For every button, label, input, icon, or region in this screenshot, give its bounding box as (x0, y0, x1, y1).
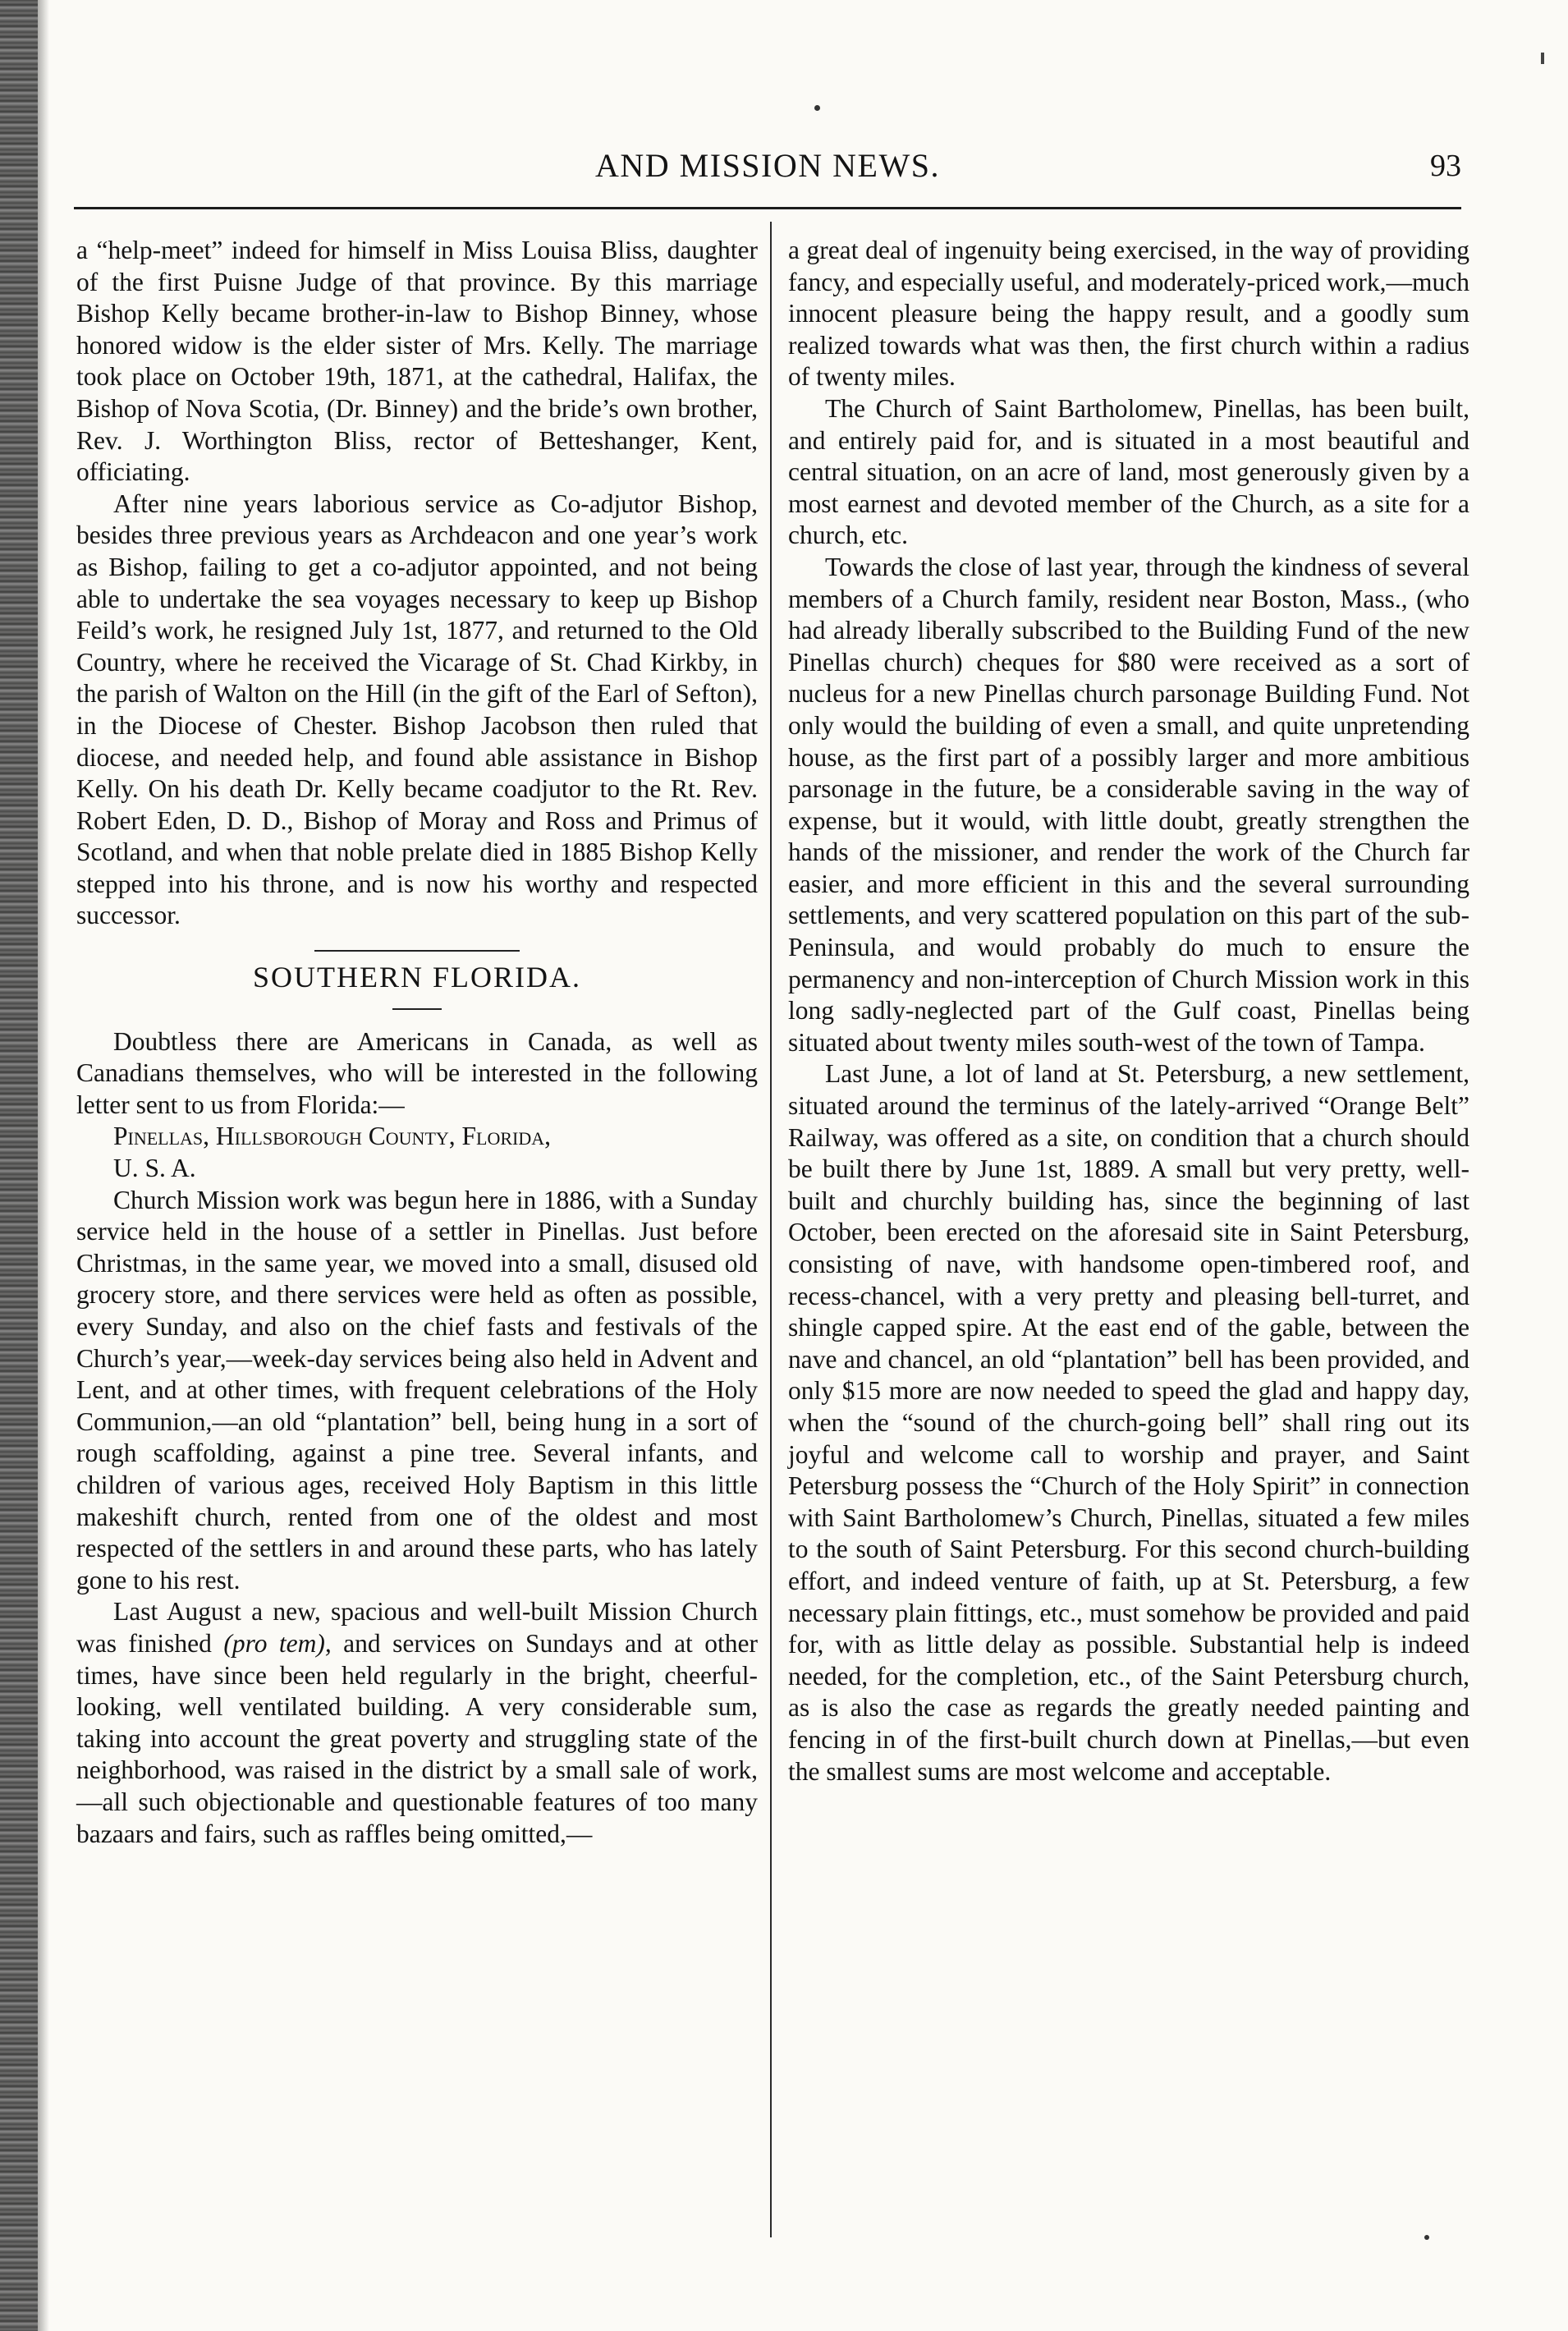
section-title: SOUTHERN FLORIDA. (252, 961, 581, 994)
right-column (788, 235, 1469, 1787)
header-rule (74, 207, 1461, 209)
paragraph-text: and services on Sundays and at other times, have since been held regularly in the bright, cheerful-looking, well ventilated building. A very considerable sum, taking into account the great poverty and struggling state of the neighborhood, was raised in the district by a small sale of work,—all such objectionable and questionable features of too many bazaars and fairs, such as raffles being omitted,— (76, 1628, 758, 1848)
paragraph: Last June, a lot of land at St. Petersburg, a new settlement, situated around the terminus of the lately-arrived “Orange Belt” Railway, was offered as a site, on condition that a church should be built there by June 1st, 1889. A small but very pretty, well-built and churchly building has, since the beginning of last October, been erected on the aforesaid site in Saint Petersburg, consisting of nave, with handsome open-timbered roof, and recess-chancel, with a very pretty and pleasing bell-turret, and shingle capped spire. At the east end of the gable, between the nave and chancel, an old “plantation” bell has been provided, and only $15 more are now needed to speed the glad and happy day, when the “sound of the church-going bell” shall ring out its joyful and welcome call to worship and prayer, and Saint Petersburg possess the “Church of the Holy Spirit” in connection with Saint Bartholomew’s Church, Pinellas, situated a few miles to the south of Saint Petersburg. For this second church-building effort, and indeed venture of faith, up at St. Petersburg, a few necessary plain fittings, etc., must somehow be provided and paid for, with as little delay as possible. Substantial help is indeed needed, for the completion, etc., of the Saint Petersburg church, as is also the case as regards the greatly needed painting and fencing in of the first-built church down at Pinellas,—but even the smallest sums are most welcome and acceptable. (788, 1059, 1469, 1786)
paragraph: Towards the close of last year, through the kindness of several members of a Church family, resident near Boston, Mass., (who had already liberally subscribed to the Building Fund of the new Pinellas church) cheques for $80 were received as a sort of nucleus for a new Pinellas church parsonage Building Fund. Not only would the building of even a small, and quite unpretending house, as the first part of a possibly larger and more ambitious parsonage in the future, be a considerable saving in the way of expense, but it would, with little doubt, greatly strengthen the hands of the missioner, and render the work of the Church far easier, and more efficient in this and the several surrounding settlements, and very scattered population on this part of the sub-Peninsula, and would probably do much to ensure the permanency and non-interception of Church Mission work in this long sadly-neglected part of the Gulf coast, Pinellas being situated about twenty miles south-west of the town of Tampa. (788, 552, 1469, 1057)
paragraph: Doubtless there are Americans in Canada, as well as Canadians themselves, who will be interested in the following letter sent to us from Florida:— (76, 1026, 758, 1119)
section-rule (314, 950, 520, 952)
scan-mark (1541, 53, 1544, 64)
ink-speck (814, 105, 820, 111)
section-dash (392, 1008, 442, 1010)
letter-country: U. S. A. (113, 1154, 196, 1183)
paragraph-text: Last August a new, spacious and well-built Mission Church was finished (76, 1597, 758, 1658)
column-divider (770, 222, 772, 2237)
ink-speck (1424, 2235, 1429, 2240)
left-column (76, 235, 758, 1850)
place-text: Pinellas, Hillsborough County, Florida, (113, 1122, 552, 1151)
page-header (74, 146, 1461, 195)
paragraph: The Church of Saint Bartholomew, Pinellas, has been built, and entirely paid for, and is situated in a most beautiful and central situation, on an acre of land, most generously given by a most earnest and devoted member of the Church, as a site for a church, etc. (788, 393, 1469, 550)
paragraph: a “help-meet” indeed for himself in Miss Louisa Bliss, daughter of the first Puisne Judge of that province. By this marriage Bishop Kelly became brother-in-law to Bishop Binney, whose honored widow is the elder sister of Mrs. Kelly. The marriage took place on October 19th, 1871, at the cathedral, Halifax, the Bishop of Nova Scotia, (Dr. Binney) and the bride’s own brother, Rev. J. Worthington Bliss, rector of Betteshanger, Kent, officiating. (76, 236, 758, 487)
paragraph (76, 1596, 758, 1850)
italic-text: (pro tem), (223, 1628, 332, 1658)
page-number: 93 (1430, 149, 1461, 183)
book-binding-edge (0, 0, 38, 2331)
paragraph: Church Mission work was begun here in 1886, with a Sunday service held in the house of a settler in Pinellas. Just before Christmas, in the same year, we moved into a small, disused old grocery store, and there services were held as often as possible, every Sunday, and also on the chief fasts and festivals of the Church’s year,—week-day services being also held in Advent and Lent, and at other times, with frequent celebrations of the Holy Communion,—an old “plantation” bell, being hung in a sort of rough scaffolding, against a pine tree. Several infants, and children of various ages, received Holy Baptism in this little makeshift church, rented from one of the oldest and most respected of the settlers in and around these parts, who has lately gone to his rest. (76, 1185, 758, 1595)
running-title: AND MISSION NEWS. (595, 147, 940, 184)
letter-place-line (76, 1121, 758, 1153)
paragraph: After nine years laborious service as Co-adjutor Bishop, besides three previous years as Archdeacon and one year’s work as Bishop, failing to get a co-adjutor appointed, and not being able to undertake the sea voyages necessary to keep up Bishop Feild’s work, he resigned July 1st, 1877, and returned to the Old Country, where he received the Vicarage of St. Chad Kirkby, in the parish of Walton on the Hill (in the gift of the Earl of Sefton), in the Diocese of Chester. Bishop Jacobson then ruled that diocese, and needed help, and found able assistance in Bishop Kelly. On his death Dr. Kelly became coadjutor to the Rt. Rev. Robert Eden, D. D., Bishop of Moray and Ross and Primus of Scotland, and when that noble prelate died in 1885 Bishop Kelly stepped into his throne, and is now his worthy and respected successor. (76, 489, 758, 930)
paragraph: a great deal of ingenuity being exercised, in the way of providing fancy, and especially useful, and moderately-priced work,—much innocent pleasure being the happy result, and a goodly sum realized towards what was then, the first church within a radius of twenty miles. (788, 236, 1469, 392)
